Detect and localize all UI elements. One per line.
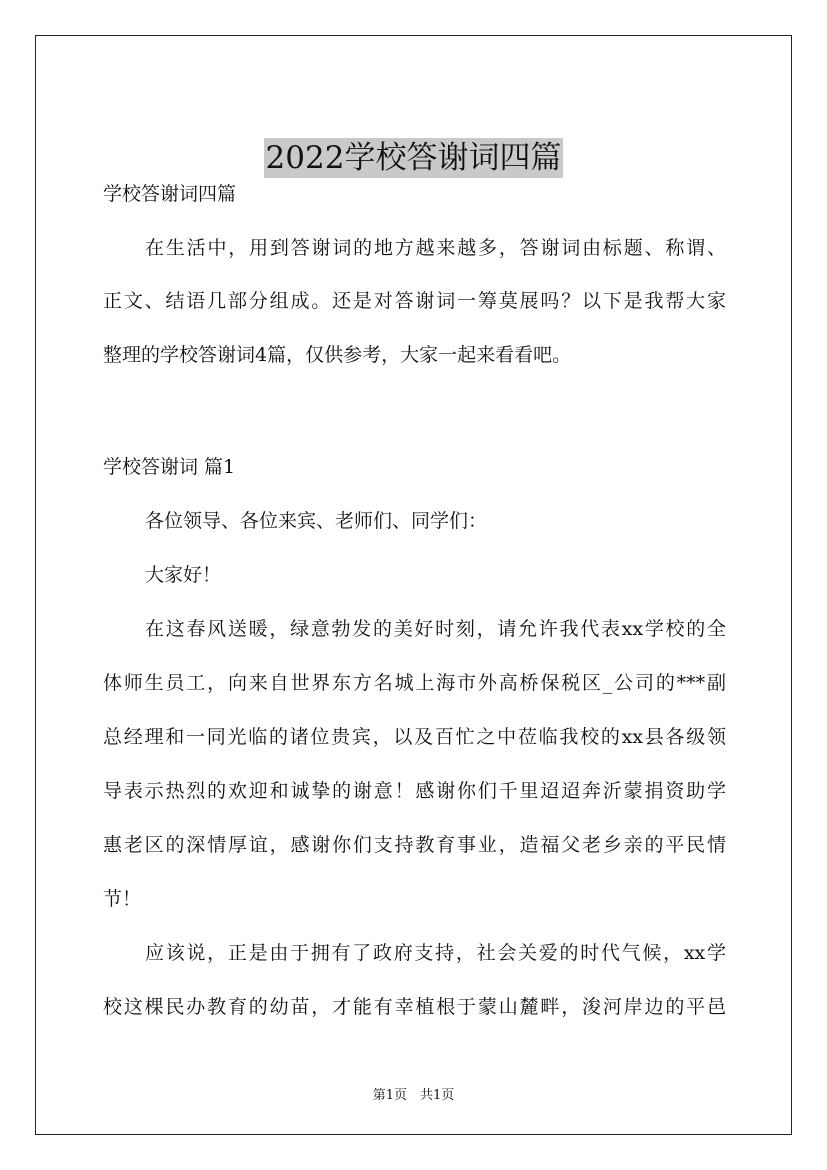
text-line: 正文、结语几部分组成。还是对答谢词一筹莫展吗？以下是我帮大家	[103, 290, 726, 312]
subtitle-line: 学校答谢词四篇	[103, 183, 237, 205]
text-line: 在生活中，用到答谢词的地方越来越多，答谢词由标题、称谓、	[145, 237, 726, 259]
text-line: 整理的学校答谢词4篇，仅供参考，大家一起来看看吧。	[103, 344, 572, 366]
page-footer: 第1页 共1页	[372, 1088, 455, 1103]
section-heading: 学校答谢词 篇1	[103, 456, 236, 478]
text-line: 应该说，正是由于拥有了政府支持，社会关爱的时代气候，xx学	[145, 942, 726, 964]
greeting-line: 大家好！	[145, 564, 222, 586]
text-line: 体师生员工，向来自世界东方名城上海市外高桥保税区_公司的***副	[103, 672, 726, 694]
title-wrap	[36, 138, 791, 178]
text-line: 导表示热烈的欢迎和诚挚的谢意！感谢你们千里迢迢奔沂蒙捐资助学	[103, 780, 726, 802]
text-line: 校这棵民办教育的幼苗，才能有幸植根于蒙山麓畔，浚河岸边的平邑	[103, 996, 726, 1018]
document-title: 2022学校答谢词四篇	[265, 140, 562, 176]
text-line: 在这春风送暖，绿意勃发的美好时刻，请允许我代表xx学校的全	[145, 618, 726, 640]
document-page	[35, 35, 792, 1135]
salutation-line: 各位领导、各位来宾、老师们、同学们：	[145, 510, 488, 532]
text-line: 惠老区的深情厚谊，感谢你们支持教育事业，造福父老乡亲的平民情	[103, 834, 726, 856]
text-line: 总经理和一同光临的诸位贵宾，以及百忙之中莅临我校的xx县各级领	[103, 726, 726, 748]
text-line: 节！	[103, 888, 142, 910]
